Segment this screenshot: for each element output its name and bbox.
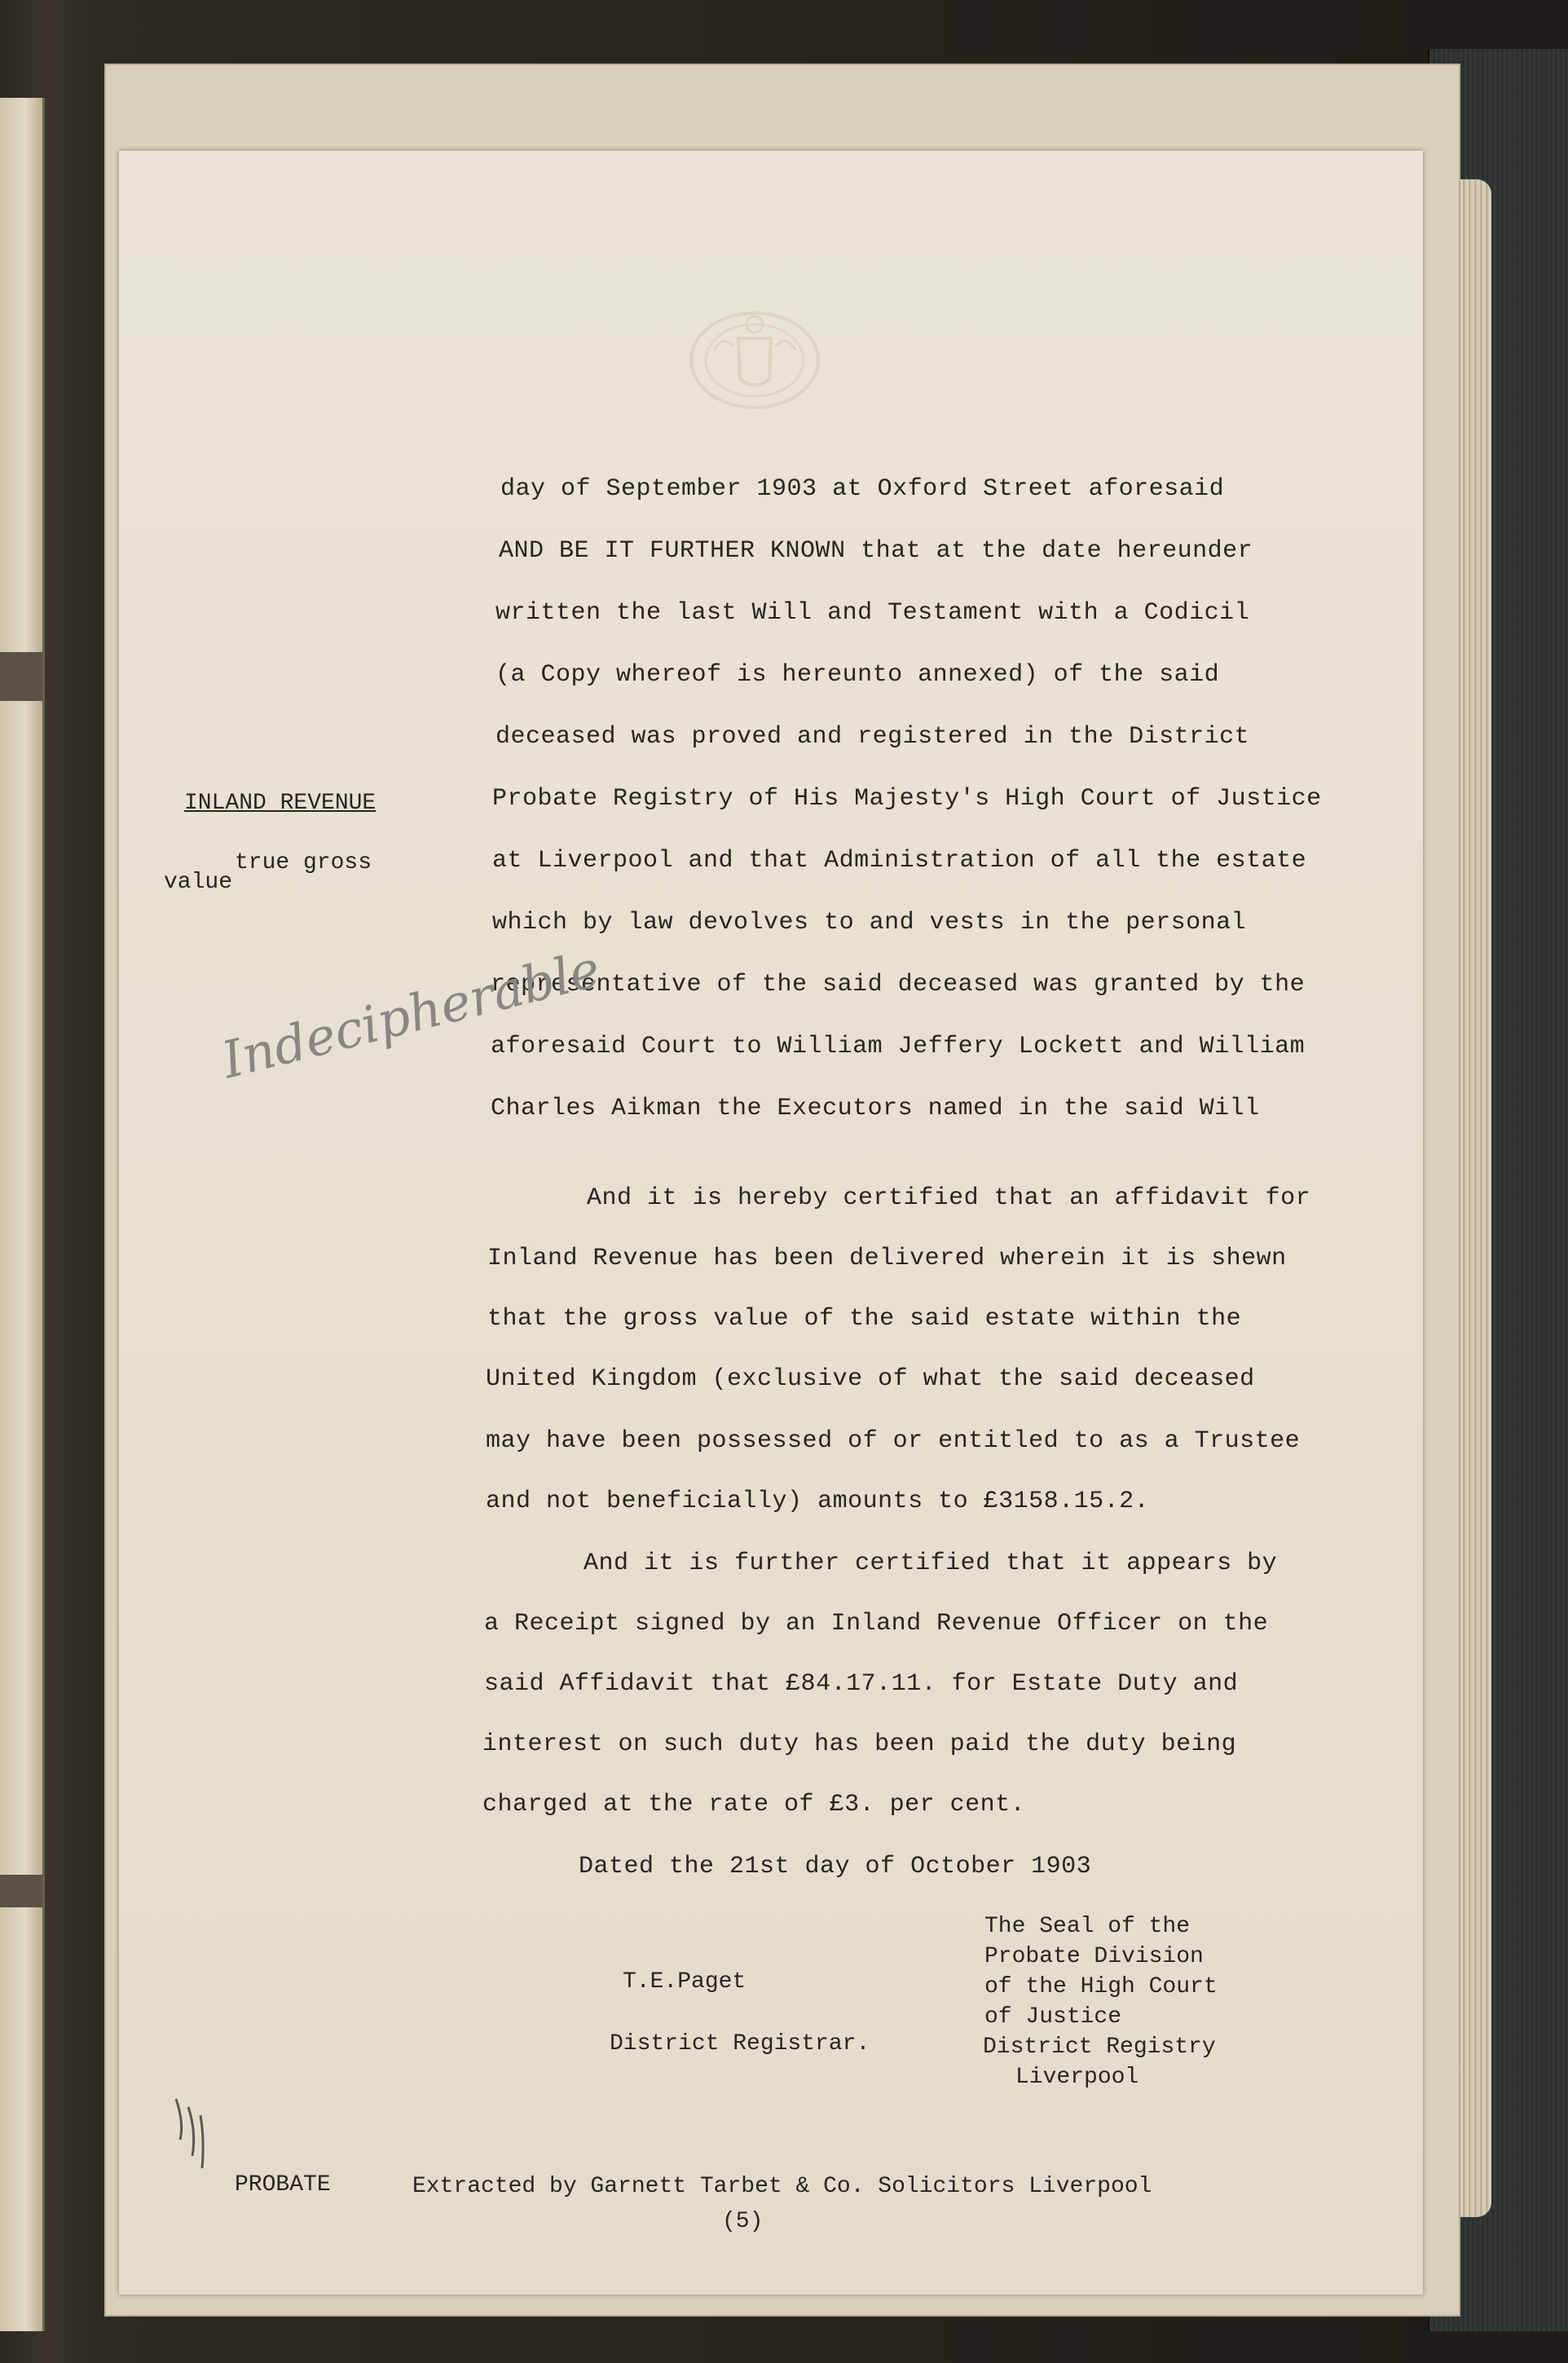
footer-extracted-by: Extracted by Garnett Tarbet & Co. Solicitors Liverpool — [412, 2174, 1152, 2199]
seal-text-line: Probate Division — [984, 1944, 1204, 1969]
seal-text-line: of the High Court — [984, 1974, 1218, 1999]
margin-heading: INLAND REVENUE — [184, 791, 377, 816]
text-line: United Kingdom (exclusive of what the said deceased — [486, 1365, 1255, 1393]
registrar-title: District Registrar. — [610, 2031, 870, 2057]
text-line: interest on such duty has been paid the duty being — [482, 1730, 1237, 1758]
seal-text-line: The Seal of the — [984, 1914, 1191, 1939]
text-line: written the last Will and Testament with a Codicil — [496, 599, 1250, 627]
text-line: that the gross value of the said estate within the — [487, 1305, 1242, 1333]
text-line: aforesaid Court to William Jeffery Lockett and William — [491, 1033, 1306, 1060]
registrar-name: T.E.Paget — [623, 1969, 747, 1995]
page-number: (5) — [722, 2209, 764, 2234]
text-line: day of September 1903 at Oxford Street aforesaid — [500, 475, 1225, 503]
text-line: at Liverpool and that Administration of all the estate — [492, 847, 1307, 875]
adjacent-page-edge — [0, 98, 45, 2331]
svg-text:Indecipherable: Indecipherable — [216, 938, 606, 1091]
text-line: a Receipt signed by an Inland Revenue Officer on the — [484, 1610, 1269, 1638]
seal-text-line: of Justice — [984, 2004, 1122, 2030]
date-line: Dated the 21st day of October 1903 — [579, 1853, 1092, 1880]
text-line: Charles Aikman the Executors named in the said Will — [491, 1095, 1260, 1122]
text-line: representative of the said deceased was granted by the — [491, 971, 1306, 999]
text-line: may have been possessed of or entitled to as a Trustee — [486, 1427, 1301, 1455]
footer-label: PROBATE — [235, 2172, 331, 2198]
text-line: charged at the rate of £3. per cent. — [482, 1791, 1026, 1819]
handwritten-pencil-note — [209, 938, 606, 1091]
text-line: And it is further certified that it appears by — [584, 1550, 1278, 1577]
embossed-seal-icon — [681, 302, 828, 412]
text-line: deceased was proved and registered in the District — [496, 723, 1250, 751]
text-line: (a Copy whereof is hereunto annexed) of the said — [496, 661, 1220, 689]
seal-text-line: Liverpool — [1015, 2065, 1139, 2090]
margin-note-line1: true gross — [235, 850, 372, 875]
text-line: Inland Revenue has been delivered wherein it is shewn — [487, 1245, 1287, 1272]
margin-note-line2: value — [164, 870, 233, 895]
text-line: and not beneficially) amounts to £3158.15.2. — [486, 1488, 1150, 1515]
text-line: And it is hereby certified that an affidavit for — [587, 1184, 1311, 1212]
text-line: said Affidavit that £84.17.11. for Estate Duty and — [484, 1670, 1239, 1698]
text-line: which by law devolves to and vests in the personal — [492, 909, 1247, 937]
text-line: AND BE IT FURTHER KNOWN that at the date hereunder — [499, 537, 1253, 565]
text-line: Probate Registry of His Majesty's High Court of Justice — [492, 785, 1322, 813]
seal-text-line: District Registry — [983, 2035, 1216, 2060]
pencil-mark-icon — [168, 2091, 217, 2180]
probate-page — [119, 151, 1423, 2295]
